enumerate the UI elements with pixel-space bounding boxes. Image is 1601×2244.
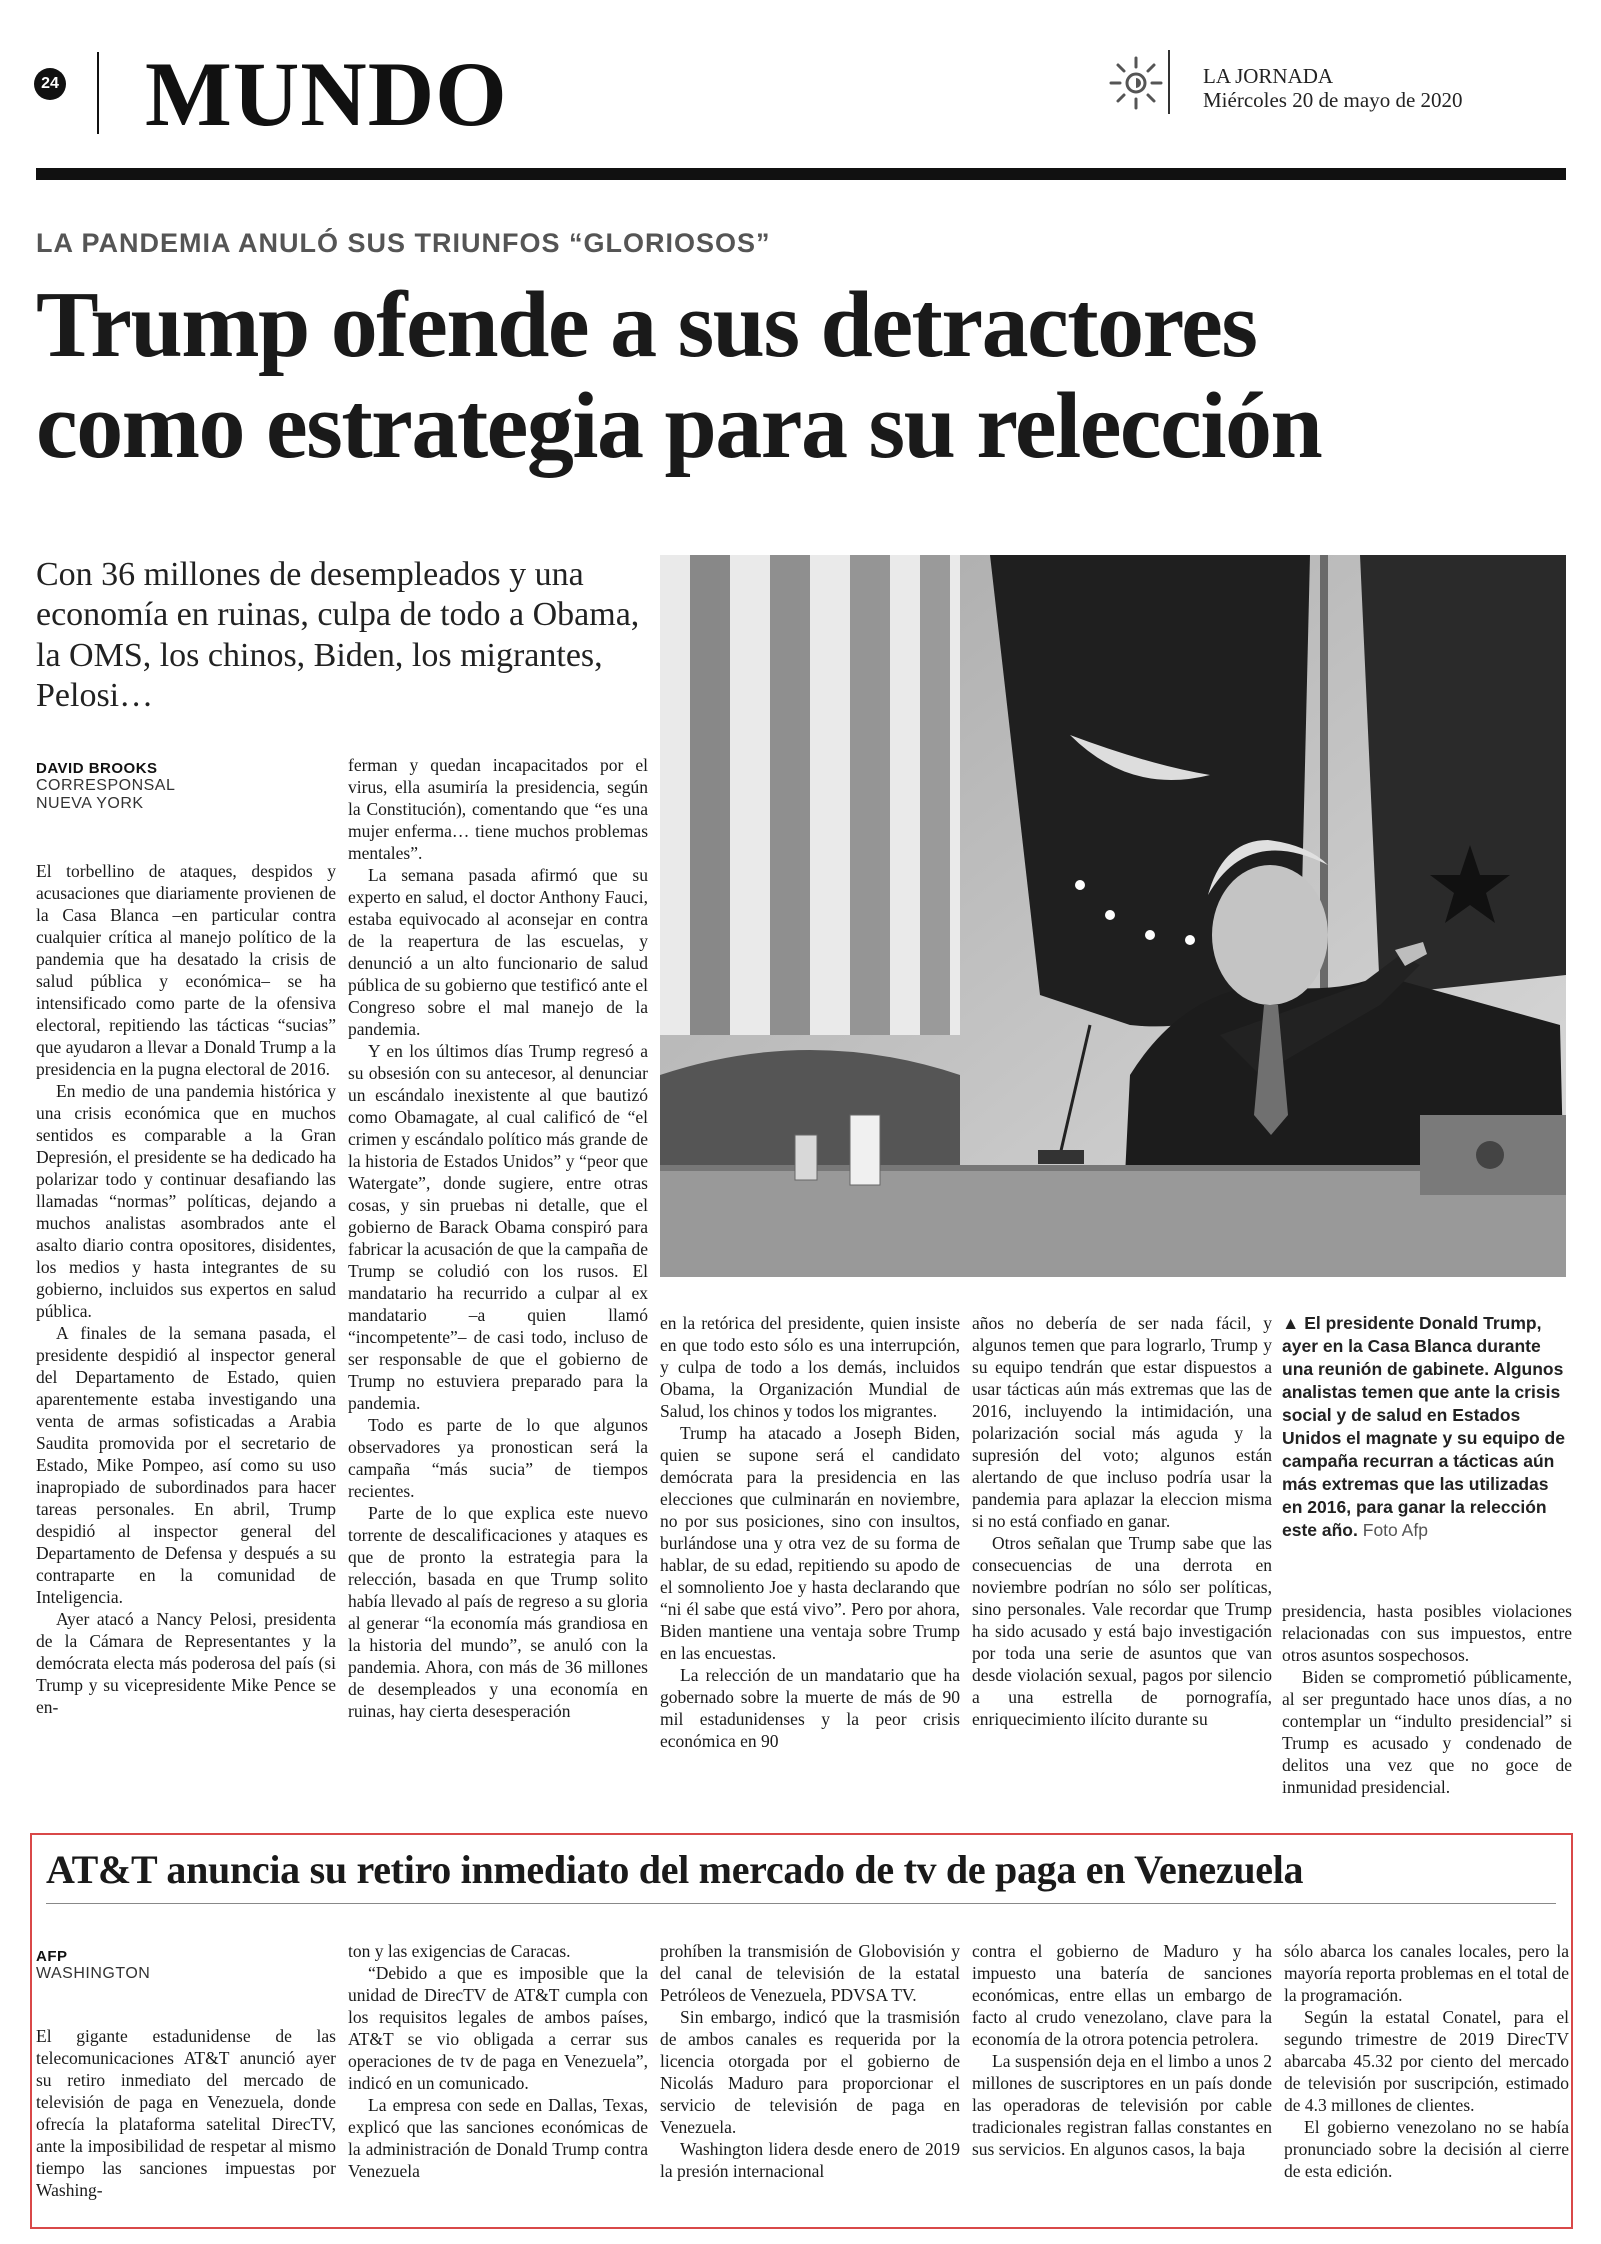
secondary-column-1 [36,2025,336,2221]
secondary-column-3 [660,1940,960,2222]
paragraph: “Debido a que es imposible que la unidad de DirecTV de AT&T cumpla con los requisitos legales de ambos países, AT&T se vio obligada a cerrar sus operaciones de tv de paga en Venezuela”, indicó en un comunicado. [348,1963,648,2093]
paragraph: Ayer atacó a Nancy Pelosi, presidenta de la Cámara de Representantes y la demócrata electa más poderosa del país (si Trump y su vicepresidente Mike Pence se en- [36,1609,336,1717]
paragraph: ferman y quedan incapacitados por el virus, ella asumiría la presidencia, según la Constitución), comentando que “es una mujer enferma… tiene muchos problemas mentales”. [348,755,648,863]
paragraph: prohíben la transmisión de Globovisión y del canal de televisión de la estatal Petróleos de Venezuela, PDVSA TV. [660,1941,960,2005]
article-kicker: LA PANDEMIA ANULÓ SUS TRIUNFOS “GLORIOSOS” [36,228,771,258]
article-column-5 [1282,1600,1572,1797]
byline-name: AFP [36,1948,68,1965]
paragraph: A finales de la semana pasada, el presidente despidió al inspector general del Departamento de Estado, quien aparentemente estaba investigando una venta de armas sofisticadas a Arabia Saudita promovida por el secretario de Estado, Mike Pompeo, así como su uso inapropiado de subordinados para hacer tareas personales. En abril, Trump despidió al inspector general del Departamento de Defensa y después a su contraparte en la comunidad de Inteligencia. [36,1323,336,1607]
triangle-up-icon: ▲ [1282,1313,1300,1333]
header-divider-right [1168,50,1170,114]
photo-caption [1282,1312,1572,1542]
paragraph: Parte de lo que explica este nuevo torrente de descalificaciones y ataques es que de pronto la estrategia para la relección, basada en que Trump solito había llevado al país de regreso a su gloria al generar “la economía más grandiosa en la historia del mundo”, se anuló con la pandemia. Ahora, con más de 36 millones de desempleados y una economía en ruinas, hay cierta desesperación [348,1503,648,1721]
paragraph: La empresa con sede en Dallas, Texas, explicó que las sanciones económicas de la administración de Donald Trump contra Venezuela [348,2095,648,2181]
paragraph: Otros señalan que Trump sabe que las consecuencias de una derrota en noviembre podrían no sólo ser políticas, sino personales. Vale recordar que Trump ha sido acusado y está bajo investigación por toda una serie de asuntos que van desde violación sexual, pagos por silencio a una estrella de pornografía, enriquecimiento ilícito durante su [972,1533,1272,1729]
caption-text: El presidente Donald Trump, ayer en la Casa Blanca durante una reunión de gabinete. Algunos analistas temen que ante la crisis social y de salud en Estados Unidos el magnate y su equipo de campaña recurran a tácticas aún más extremas que las utilizadas en 2016, para ganar la relección este año. [1282,1313,1565,1540]
article-headline [36,275,1576,476]
secondary-column-4 [972,1940,1272,2222]
byline-place: NUEVA YORK [36,795,144,812]
article-column-4 [972,1312,1272,1784]
paragraph: en la retórica del presidente, quien insiste en que todo esto sólo es una interrupción, y culpa de todo a los demás, incluidos Obama, la Organización Mundial de Salud, los chinos y todos los migrantes. [660,1313,960,1421]
paragraph: La suspensión deja en el limbo a unos 2 millones de suscriptores en un país donde las operadoras de televisión por cable tradicionales registran fallas constantes en sus servicios. En algunos casos, la baja [972,2051,1272,2159]
publication-name: LA JORNADA [1203,64,1334,88]
paragraph: Sin embargo, indicó que la trasmisión de ambos canales es requerida por la licencia otorgada por el gobierno de Nicolás Maduro para proporcionar el servicio de televisión de paga en Venezuela. [660,2007,960,2137]
header-rule [36,168,1566,180]
article-column-3 [660,1312,960,1784]
header-divider [97,52,99,134]
article-column-1 [36,860,336,1785]
secondary-column-5 [1284,1940,1569,2222]
secondary-column-2 [348,1940,648,2222]
paragraph: sólo abarca los canales locales, pero la mayoría reporta problemas en el total de la programación. [1284,1941,1569,2005]
headline-line-1: Trump ofende a sus detractores [36,273,1257,377]
paragraph: Trump ha atacado a Joseph Biden, quien se supone será el candidato demócrata para la presidencia en las elecciones que culminarán en noviembre, no por sus posiciones, sino con insultos, burlándose una y otra vez de su forma de hablar, de su edad, repitiendo su apodo de el somnoliento Joe y hasta declarando que “ni él sabe que está vivo”. Pero por ahora, Biden mantiene una ventaja sobre Trump en las encuestas. [660,1423,960,1663]
paragraph: años no debería de ser nada fácil, y algunos temen que para lograrlo, Trump y su equipo tendrán que estar dispuestos a usar tácticas aún más extremas que las de 2016, incluyendo la intimidación, una polarización social más aguda y la supresión del voto; algunos están alertando de que incluso podría usar la pandemia para aplazar la eleccion misma si no está confiado en ganar. [972,1313,1272,1531]
article-column-2 [348,754,648,1784]
paragraph: El torbellino de ataques, despidos y acusaciones que diariamente provienen de la Casa Blanca –en particular contra cualquier crítica al manejo político de la pandemia que ha desatado la crisis de salud pública y económica– se ha intensificado como parte de la ofensiva electoral, repitiendo las tácticas “sucias” que ayudaron a llevar a Donald Trump a la presidencia en la pugna electoral de 2016. [36,861,336,1079]
paragraph: En medio de una pandemia histórica y una crisis económica que en muchos sentidos es comparable a la Gran Depresión, el presidente se ha dedicado ha polarizar todo y continuar desafiando las llamadas “normas” políticas, dejando a muchos analistas asombrados ante el asalto diario contra opositores, disidentes, los medios y hasta integrantes de su gobierno, incluidos sus expertos en salud pública. [36,1081,336,1321]
byline-name: DAVID BROOKS [36,760,158,777]
byline-role: CORRESPONSAL [36,777,176,794]
secondary-byline [36,1948,150,1983]
section-title: MUNDO [145,43,508,145]
secondary-headline: AT&T anuncia su retiro inmediato del mercado de tv de paga en Venezuela [46,1847,1304,1892]
article-byline [36,760,175,813]
photo-illustration [660,555,1566,1277]
paragraph: Washington lidera desde enero de 2019 la presión internacional [660,2139,960,2181]
article-photo [660,555,1566,1277]
paragraph: Según la estatal Conatel, para el segundo trimestre de 2019 DirecTV abarcaba 45.32 por ciento del mercado de televisión por suscripción, estimado de 4.3 millones de clientes. [1284,2007,1569,2115]
paragraph: El gobierno venezolano no se había pronunciado sobre la decisión al cierre de esta edición. [1284,2117,1569,2181]
byline-place: WASHINGTON [36,1965,151,1982]
paragraph: contra el gobierno de Maduro y ha impuesto una batería de sanciones económicas, entre ellas un embargo de facto al crudo venezolano, clave para la economía de la otrora potencia petrolera. [972,1941,1272,2049]
publication-date: Miércoles 20 de mayo de 2020 [1203,88,1463,113]
page-number: 24 [34,68,66,100]
paragraph: presidencia, hasta posibles violaciones relacionadas con sus impuestos, entre otros asuntos sospechosos. [1282,1601,1572,1665]
paragraph: Todo es parte de lo que algunos observadores ya pronostican será la campaña “más sucia” de tiempos recientes. [348,1415,648,1501]
photo-credit: Foto Afp [1362,1520,1428,1540]
publication-info [1203,64,1463,112]
paragraph: ton y las exigencias de Caracas. [348,1941,571,1961]
secondary-rule [46,1903,1556,1904]
paragraph: Biden se comprometió públicamente, al ser preguntado hace unos días, a no contemplar un “indulto presidencial” si Trump es acusado y condenado de delitos una vez que no goce de inmunidad presidencial. [1282,1667,1572,1797]
paragraph: Y en los últimos días Trump regresó a su obsesión con su antecesor, al denunciar un escándalo inexistente al que bautizó como Obamagate, al cual calificó de “el crimen y escándalo político más grande de la historia de Estados Unidos” y “peor que Watergate”, donde sugiere, entre otras cosas, y sin pruebas ni detalle, que el gobierno de Barack Obama conspiró para fabricar la acusación de que la campaña de Trump se coludió con los rusos. El mandatario ha recurrido a culpar al ex mandatario –a quien llamó “incompetente”– de casi todo, incluso de ser responsable de que el gobierno de Trump no estuviera preparado para la pandemia. [348,1041,648,1413]
headline-line-2: como estrategia para su relección [36,373,1322,478]
paragraph: El gigante estadunidense de las telecomunicaciones AT&T anunció ayer su retiro inmediato del mercado de televisión de paga en Venezuela, donde ofrecía la plataforma satelital DirecTV, ante la imposibilidad de respetar al mismo tiempo las sanciones impuestas por Washing- [36,2026,336,2200]
sun-logo-icon [1107,54,1165,112]
article-deck: Con 36 millones de desempleados y una economía en ruinas, culpa de todo a Obama, la OMS, los chinos, Biden, los migrantes, Pelosi… [36,556,640,715]
paragraph: La relección de un mandatario que ha gobernado sobre la muerte de más de 90 mil estadunidenses y la peor crisis económica en 90 [660,1665,960,1751]
paragraph: La semana pasada afirmó que su experto en salud, el doctor Anthony Fauci, estaba equivocado al aconsejar en contra de la reapertura de las escuelas, y denunció a un alto funcionario de salud pública de su gobierno que testificó ante el Congreso sobre el mal manejo de la pandemia. [348,865,648,1039]
